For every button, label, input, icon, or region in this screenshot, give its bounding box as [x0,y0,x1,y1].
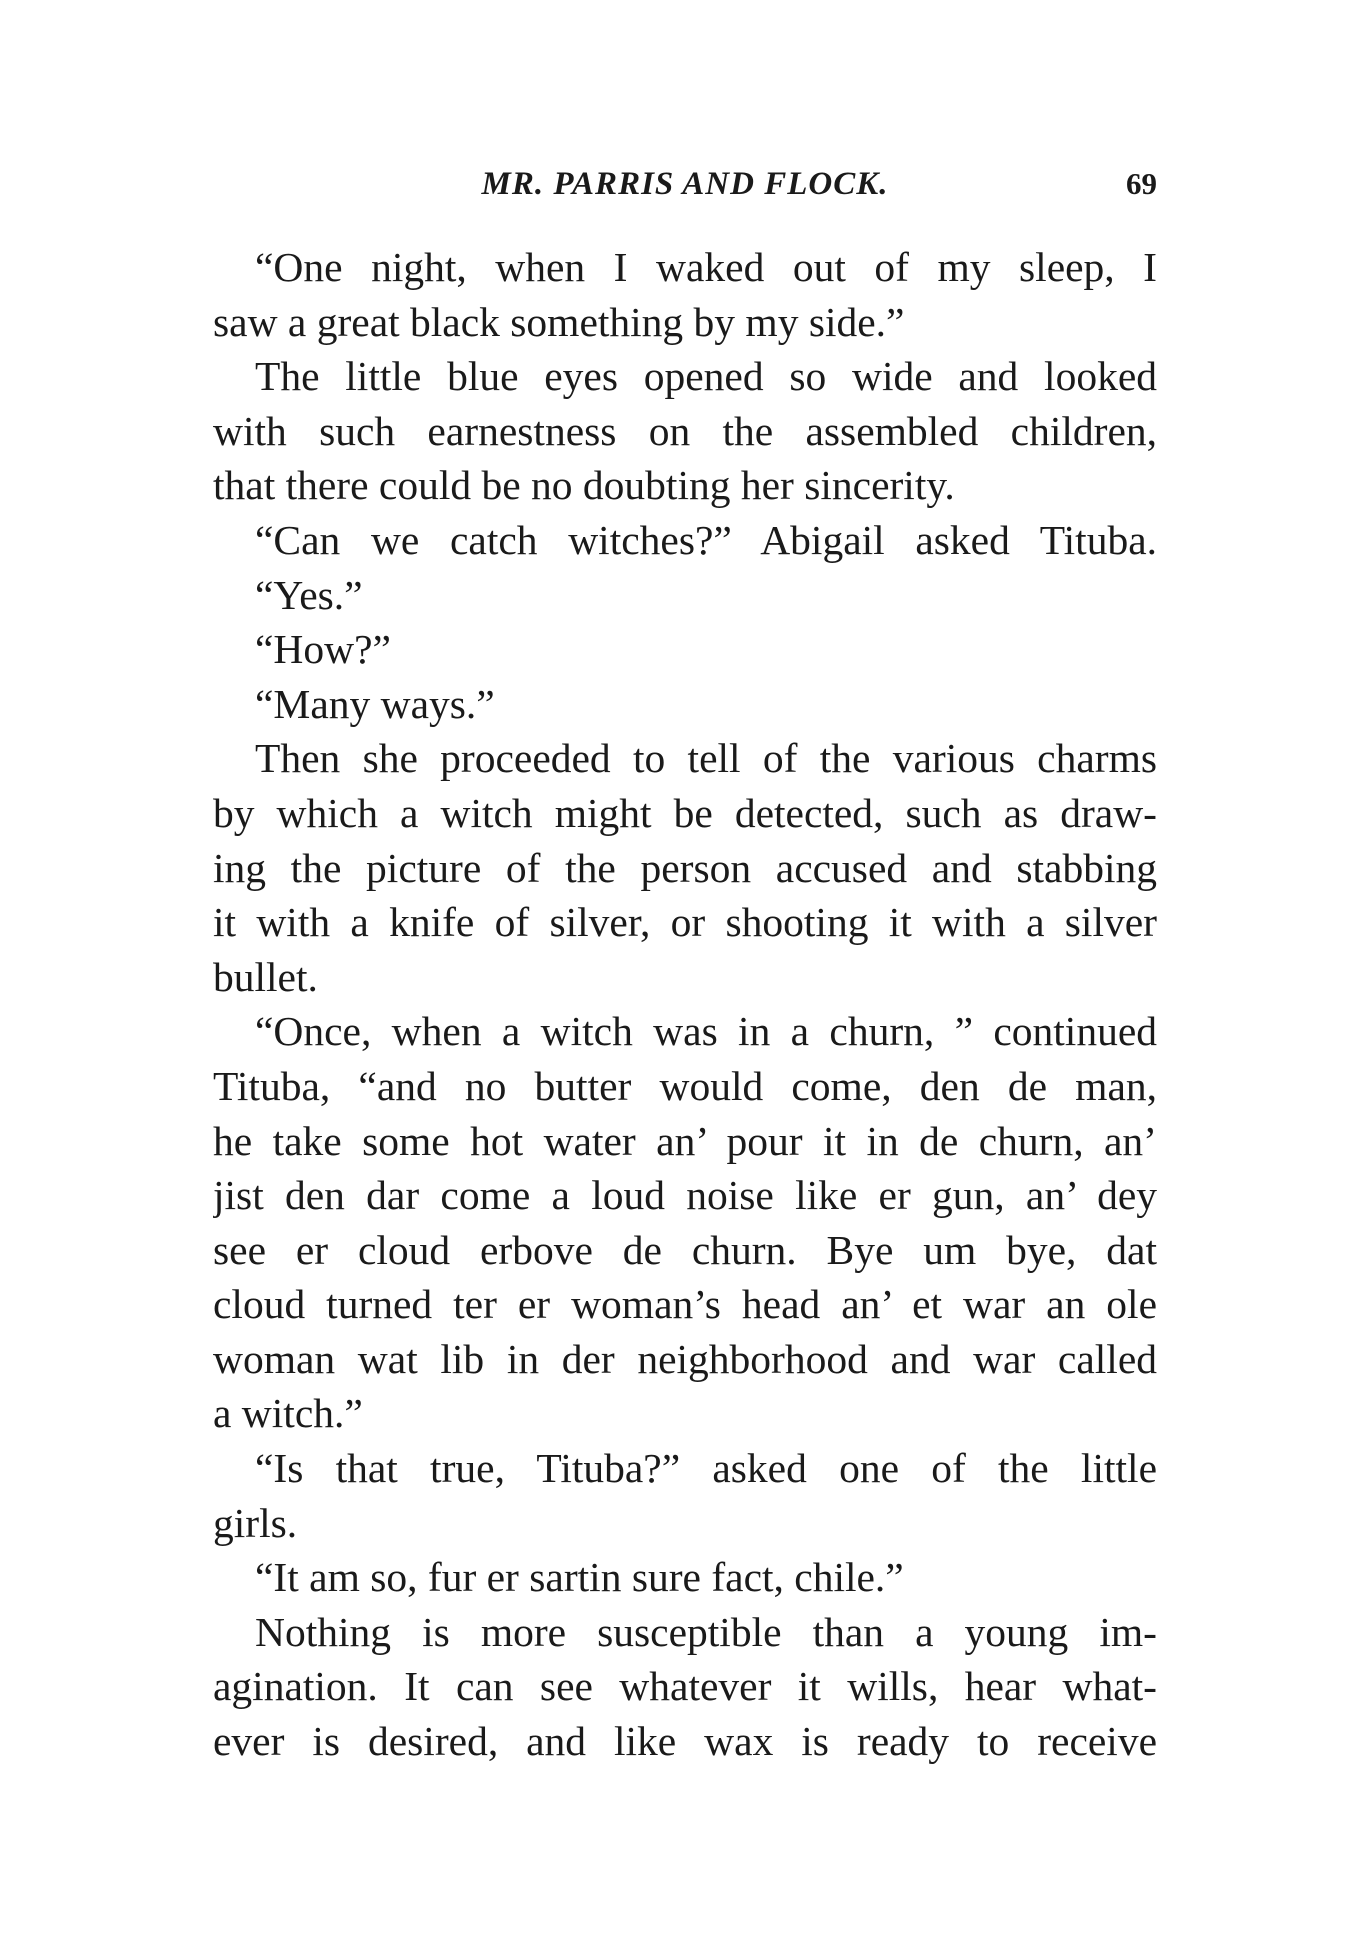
page-number: 69 [1126,166,1157,201]
text-line: he take some hot water an’ pour it in de churn, an’ [213,1117,1157,1164]
text-line: cloud turned ter er woman’s head an’ et war an ole [213,1281,1157,1328]
text-line: “It am so, fur er sartin sure fact, chile.” [255,1554,904,1601]
text-line: it with a knife of silver, or shooting it with a silver [213,899,1157,946]
running-title: MR. PARRIS AND FLOCK. [481,166,889,202]
text-line: The little blue eyes opened so wide and looked [255,353,1157,400]
text-line: bullet. [213,953,318,1000]
text-line: that there could be no doubting her sincerity. [213,462,955,509]
text-line: Tituba, “and no butter would come, den de man, [213,1062,1157,1109]
text-line: a witch.” [213,1390,363,1437]
text-line: see er cloud erbove de churn. Bye um bye, dat [213,1226,1157,1273]
text-line: ever is desired, and like wax is ready to receive [213,1718,1157,1765]
text-line: “Is that true, Tituba?” asked one of the little [255,1445,1157,1492]
text-line: saw a great black something by my side.” [213,298,905,345]
body-text [213,240,1157,1769]
text-line: “Can we catch witches?” Abigail asked Tituba. [255,516,1157,563]
text-line: girls. [213,1499,298,1546]
text-line: “How?” [255,626,391,673]
text-line: with such earnestness on the assembled children, [213,407,1157,454]
text-line: jist den dar come a loud noise like er gun, an’ dey [213,1172,1157,1219]
text-line: woman wat lib in der neighborhood and war called [213,1335,1157,1382]
text-line: agination. It can see whatever it wills, hear what- [213,1663,1157,1710]
text-line: Then she proceeded to tell of the various charms [255,735,1157,782]
text-line: “Once, when a witch was in a churn, ” continued [255,1008,1157,1055]
text-line: Nothing is more susceptible than a young im- [255,1608,1157,1655]
text-line: ing the picture of the person accused and stabbing [213,844,1157,891]
running-head [213,166,1157,210]
text-line: “Many ways.” [255,680,495,727]
text-line: “One night, when I waked out of my sleep, I [255,244,1157,290]
text-line: “Yes.” [255,571,363,618]
text-line: by which a witch might be detected, such as draw- [213,789,1157,836]
